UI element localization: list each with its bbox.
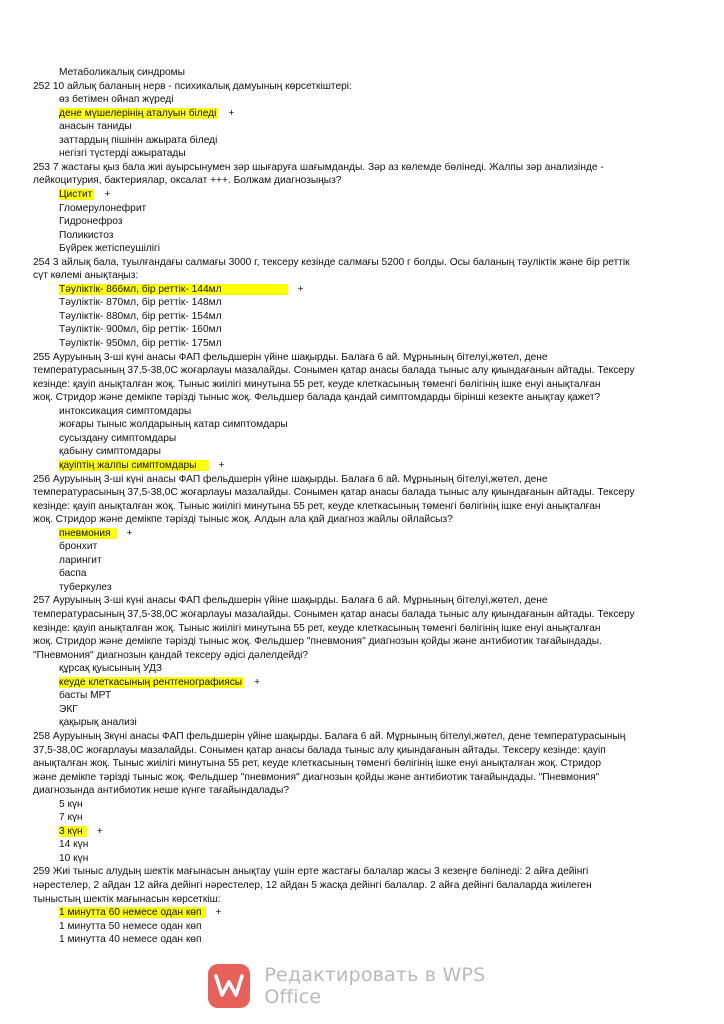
wps-edit-label: Редактировать в WPS Office [264, 964, 486, 1008]
line-text: Тәуліктік- 870мл, бір реттік- 148мл [59, 297, 222, 309]
line-text: кезінде: қауіп анықталған жоқ. Тыныс жиілігі минутына 55 рет, кеуде клеткасының төменгі бөлігінің ішке енуі анықталған [33, 500, 601, 512]
line-text: Тәуліктік- 950мл, бір реттік- 175мл [59, 338, 222, 349]
correct-mark: + [126, 527, 133, 539]
answer-line-correct [59, 188, 110, 201]
line-text: Тәуліктік- 900мл, бір реттік- 160мл [59, 324, 222, 336]
answer-option [59, 405, 191, 418]
line-text: 37,5-38,0С жоғарлауы мазалайды. Сонымен қатар анасы балада тыныс алу қиындағанын айтады. Тексеру кезінде: қауіп [33, 744, 606, 756]
answer-line-correct [59, 527, 133, 540]
line-text: 5 күн [59, 798, 83, 810]
question-line [33, 757, 601, 770]
answer-option [59, 134, 217, 147]
answer-option [59, 296, 222, 309]
line-text: "Пневмония" диагнозын қандай тексеру әдісі дәлелдейді? [33, 649, 309, 661]
question-line [33, 174, 341, 187]
correct-mark: + [215, 907, 222, 919]
wps-logo-icon [208, 964, 250, 1008]
question-line [33, 608, 635, 621]
question-line [33, 269, 138, 282]
question-line [33, 649, 308, 662]
line-text: қауіптің жалпы симптомдары [59, 460, 209, 471]
line-text: 1 минутта 60 немесе одан көп [59, 907, 206, 918]
answer-option [59, 202, 146, 215]
answer-option [59, 716, 137, 729]
line-text: 7 күн [59, 812, 83, 824]
answer-option [59, 215, 122, 228]
line-text: лейкоцитурия, бактериялар, оксалат +++. Болжам диагнозыңыз? [33, 175, 342, 187]
question-line [33, 486, 635, 499]
answer-line-correct [59, 676, 260, 689]
line-text: кеуде клеткасының рентгенографиясы [59, 676, 243, 688]
question-line [33, 784, 289, 797]
line-text: 14 күн [59, 839, 89, 851]
answer-option [59, 852, 88, 865]
line-text: кезінде: қауіп анықталған жоқ. Тыныс жиілігі минутына 55 рет, кеуде клеткасының төменгі бөлігінің ішке енуі анықталған [33, 378, 601, 390]
line-text: 254 3 айлық бала, туылғандағы салмағы 3000 г, тексеру кезінде салмағы 5200 г болды. Осы баланың тәуліктік және бір реттік [33, 256, 630, 268]
line-text: 253 7 жастағы қыз бала жиі ауырсынумен зәр шығаруға шағымданды. Зәр аз көлемде бөлінеді. Жалпы зәр анализінде - [33, 161, 604, 173]
answer-option [59, 933, 202, 946]
line-text: 10 күн [59, 852, 89, 864]
line-text: температурасының 37,5-38,0С жоғарлауы мазалайды. Сонымен қатар анасы балада тыныс алу қиындағанын айтады. Тексеру [33, 487, 635, 499]
line-text: сүт көлемі анықтаңыз: [33, 270, 139, 282]
answer-option [59, 323, 222, 336]
answer-option [59, 540, 97, 553]
line-text: температурасының 37,5-38,0С жоғарлауы мазалайды. Сонымен қатар анасы балада тыныс алу қиындағанын айтады. Тексеру [33, 365, 635, 377]
question-line [33, 865, 588, 878]
line-text: Бүйрек жетіспеушілігі [59, 243, 161, 255]
answer-option [59, 93, 174, 106]
answer-option [59, 242, 160, 255]
answer-option [59, 120, 132, 133]
correct-mark: + [228, 107, 235, 119]
correct-mark: + [104, 188, 111, 200]
line-text: құрсақ қуысының УДЗ [59, 663, 163, 675]
answer-option [59, 798, 83, 811]
line-text: жоқ. Стридор және демікпе тәрізді тыныс жоқ. Фельдшер "пневмония" диагнозын қойды және антибиотик тағайындады. [33, 636, 602, 648]
answer-option [59, 567, 87, 580]
wps-w-icon [214, 973, 244, 999]
answer-option [59, 445, 161, 458]
question-line [33, 391, 600, 404]
question-line [33, 730, 625, 743]
line-text: басты МРТ [59, 690, 112, 702]
line-text: Гломерулонефрит [59, 202, 147, 214]
answer-option [59, 662, 162, 675]
line-text: 252 10 айлық баланың нерв - психикалық дамуының көрсеткіштері: [33, 80, 352, 92]
line-text: 258 Ауруының 3күні анасы ФАП фельдшерін үйіне шақырды. Балаға 6 ай. Мұрнының бітелуі,жөтел, дене температурасының [33, 730, 626, 742]
answer-option [59, 554, 102, 567]
question-line [33, 473, 548, 486]
line-text: 257 Ауруының 3-ші күні анасы ФАП фельдшерін үйіне шақырды. Балаға 6 ай. Мұрнының бітелуі,жөтел, дене [33, 595, 548, 607]
answer-option [59, 229, 113, 242]
line-text: Тәуліктік- 866мл, бір реттік- 144мл [59, 284, 288, 295]
line-text: 1 минутта 40 немесе одан көп [59, 934, 202, 946]
line-text: өз бетімен ойнап жүреді [59, 94, 174, 106]
line-text: 256 Ауруының 3-ші күні анасы ФАП фельдшерін үйіне шақырды. Балаға 6 ай. Мұрнының бітелуі,жөтел, дене [33, 473, 548, 485]
line-text: баспа [59, 568, 87, 580]
line-text: температурасының 37,5-38,0С жоғарлауы мазалайды. Сонымен қатар анасы балада тыныс алу қиындағанын айтады. Тексеру [33, 609, 635, 620]
line-text: ларингит [59, 554, 102, 566]
line-text: Поликистоз [59, 229, 114, 241]
answer-option [59, 581, 112, 594]
question-line [33, 893, 221, 906]
line-text: жоғары тыныс жолдарының катар симптомдары [59, 419, 288, 431]
answer-option [59, 310, 222, 323]
line-text: дене мүшелерінің аталуын біледі [59, 107, 217, 119]
question-line [33, 500, 601, 513]
question-line [33, 351, 548, 364]
line-text: интоксикация симптомдары [59, 405, 192, 417]
answer-option [59, 838, 88, 851]
line-text: және демікпе тәрізді тыныс жоқ. Фельдшер "пневмония" диагнозын қойды және антибиотик тағайындады. "Пневмония" [33, 771, 600, 783]
correct-mark: + [96, 825, 103, 837]
question-line [33, 161, 604, 174]
answer-option [59, 432, 176, 445]
line-text: ЭКГ [59, 703, 78, 715]
correct-mark: + [218, 459, 225, 471]
line-text: Тәуліктік- 880мл, бір реттік- 154мл [59, 310, 222, 322]
line-text: негізгі түстерді ажыратады [59, 148, 186, 160]
correct-mark: + [297, 283, 304, 295]
line-text: 3 күн [59, 826, 87, 837]
line-text: қақырық анализі [59, 717, 137, 729]
answer-option [59, 418, 288, 431]
question-line [33, 256, 630, 269]
line-text: қабыну симптомдары [59, 446, 161, 458]
answer-option [59, 703, 78, 716]
correct-mark: + [254, 676, 261, 688]
answer-line-correct [59, 459, 224, 472]
question-line [33, 594, 548, 607]
line-text: кезінде: қауіп анықталған жоқ. Тыныс жиілігі минутына 55 рет, кеуде клеткасының төменгі бөлігінің ішке енуі анықталған [33, 622, 601, 634]
answer-option [59, 811, 83, 824]
answer-line-correct [59, 283, 304, 296]
line-text: тыныстың шектік мағынасын көрсеткіш: [33, 893, 221, 905]
answer-line-correct [59, 906, 221, 919]
line-text: Цистит [59, 188, 93, 200]
line-text: бронхит [59, 541, 98, 553]
line-text: пневмония [59, 528, 117, 539]
question-line [33, 771, 599, 784]
answer-option [59, 689, 111, 702]
line-text: жоқ. Стридор және демікпе тәрізді тыныс жоқ. Фельдшер балада қандай симптомдарды бірінші кезекте анықтау қажет? [33, 392, 601, 404]
question-line [33, 80, 352, 93]
line-text: Метаболикалық синдромы [59, 67, 185, 78]
question-line [33, 879, 592, 892]
line-text: туберкулез [59, 581, 112, 593]
line-text: анықталған жоқ. Тыныс жиілігі минутына 55 рет, кеуде клеткасының төменгі бөлігінің ішке енуі анықталған жоқ. Стридор [33, 758, 602, 770]
answer-option [59, 66, 185, 79]
answer-line-correct [59, 825, 103, 838]
question-line [33, 513, 453, 526]
answer-line-correct [59, 107, 234, 120]
answer-option [59, 337, 222, 350]
line-text: 255 Ауруының 3-ші күні анасы ФАП фельдшерін үйіне шақырды. Балаға 6 ай. Мұрнының бітелуі,жөтел, дене [33, 351, 548, 363]
line-text: 259 Жиі тыныс алудың шектік мағынасын анықтау үшін ерте жастағы балалар жасы 3 кезеңге бөлінеді: 2 айға дейінгі [33, 866, 589, 878]
line-text: сусыздану симптомдары [59, 432, 177, 444]
question-line [33, 622, 601, 635]
question-line [33, 378, 601, 391]
line-text: 1 минутта 50 немесе одан көп [59, 920, 202, 932]
question-line [33, 364, 635, 377]
question-line [33, 744, 606, 757]
line-text: нәрестелер, 2 айдан 12 айға дейінгі нәрестелер, 12 айдан 5 жасқа дейінгі балалар. 2 айға дейінгі балаларда жиілеген [33, 880, 592, 891]
line-text: диагнозында антибиотик неше күнге тағайындалады? [33, 785, 290, 797]
line-text: жоқ. Стридор және демікпе тәрізді тыныс жоқ. Алдын ала қай диагноз жайлы ойлайсыз? [33, 514, 453, 526]
wps-edit-button[interactable] [208, 958, 538, 1014]
question-line [33, 635, 602, 648]
line-text: заттардың пішінін ажырата біледі [59, 134, 218, 146]
line-text: Гидронефроз [59, 216, 123, 228]
answer-option [59, 147, 186, 160]
answer-option [59, 920, 202, 933]
line-text: анасын таниды [59, 121, 132, 133]
